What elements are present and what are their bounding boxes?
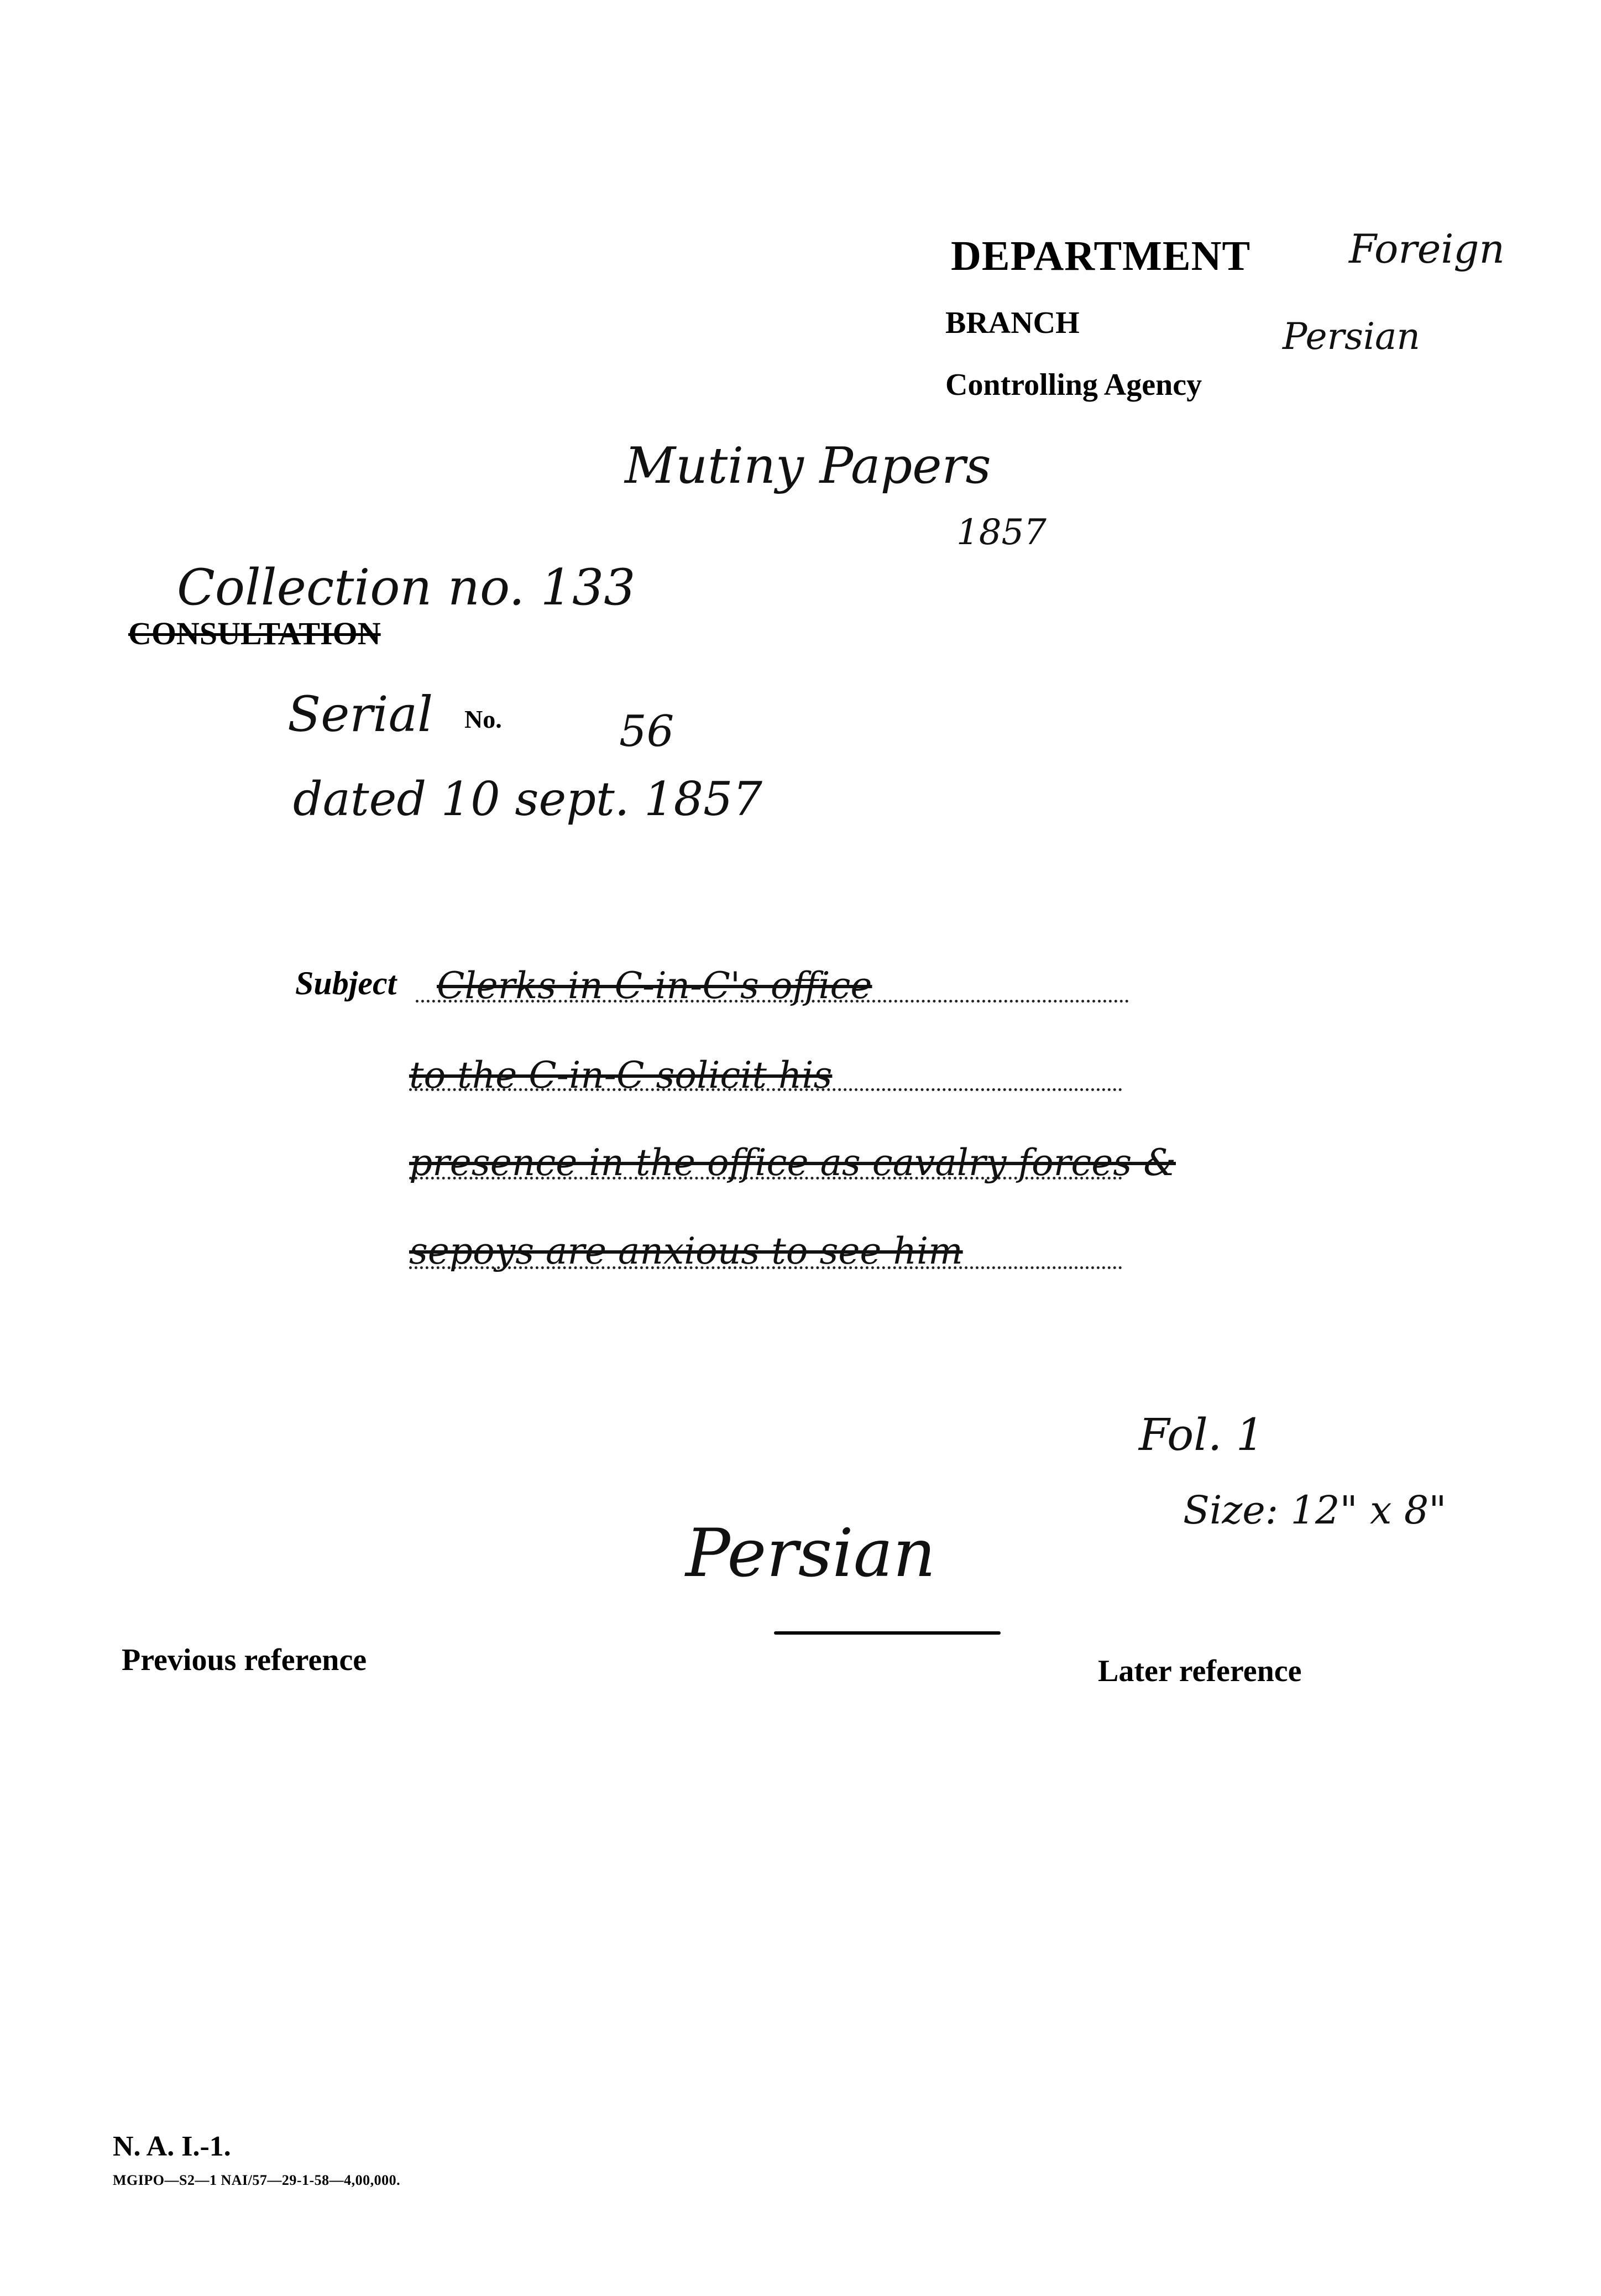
consultation-label-struck: CONSULTATION	[128, 615, 381, 651]
subject-label	[295, 964, 396, 1003]
language-note-handwritten: Persian	[686, 1515, 936, 1592]
branch-handwritten-value: Persian	[1283, 315, 1420, 358]
subject-line-3: presence in the office as cavalry forces &	[409, 1141, 1176, 1184]
department-label: DEPARTMENT	[951, 233, 1251, 279]
dated-handwritten: dated 10 sept. 1857	[293, 772, 762, 826]
later-reference-label: Later reference	[1098, 1654, 1302, 1688]
previous-reference-label: Previous reference	[122, 1643, 367, 1677]
collection-title-handwritten: Mutiny Papers	[625, 437, 991, 495]
subject-line-2: to the C-in-C solicit his	[409, 1054, 833, 1097]
form-code: N. A. I.-1.	[113, 2131, 231, 2162]
subject-label-text: Subject	[295, 965, 397, 1001]
serial-word-handwritten: Serial	[287, 686, 433, 743]
collection-number-handwritten: Collection no. 133	[177, 559, 636, 617]
subject-line-4: sepoys are anxious to see him	[409, 1230, 963, 1272]
number-label: No.	[464, 705, 502, 733]
size-handwritten: Size: 12" x 8"	[1183, 1488, 1447, 1533]
serial-number-handwritten: 56	[619, 707, 674, 756]
branch-label: BRANCH	[945, 306, 1080, 340]
controlling-agency-label: Controlling Agency	[945, 368, 1202, 402]
collection-year-handwritten: 1857	[956, 512, 1047, 553]
underline-stroke	[774, 1631, 1001, 1635]
subject-line-1: Clerks in C-in-C's office	[437, 964, 872, 1007]
printer-imprint: MGIPO—S2—1 NAI/57—29-1-58—4,00,000.	[113, 2172, 401, 2188]
department-handwritten-value: Foreign	[1349, 226, 1505, 272]
folio-handwritten: Fol. 1	[1139, 1409, 1264, 1460]
